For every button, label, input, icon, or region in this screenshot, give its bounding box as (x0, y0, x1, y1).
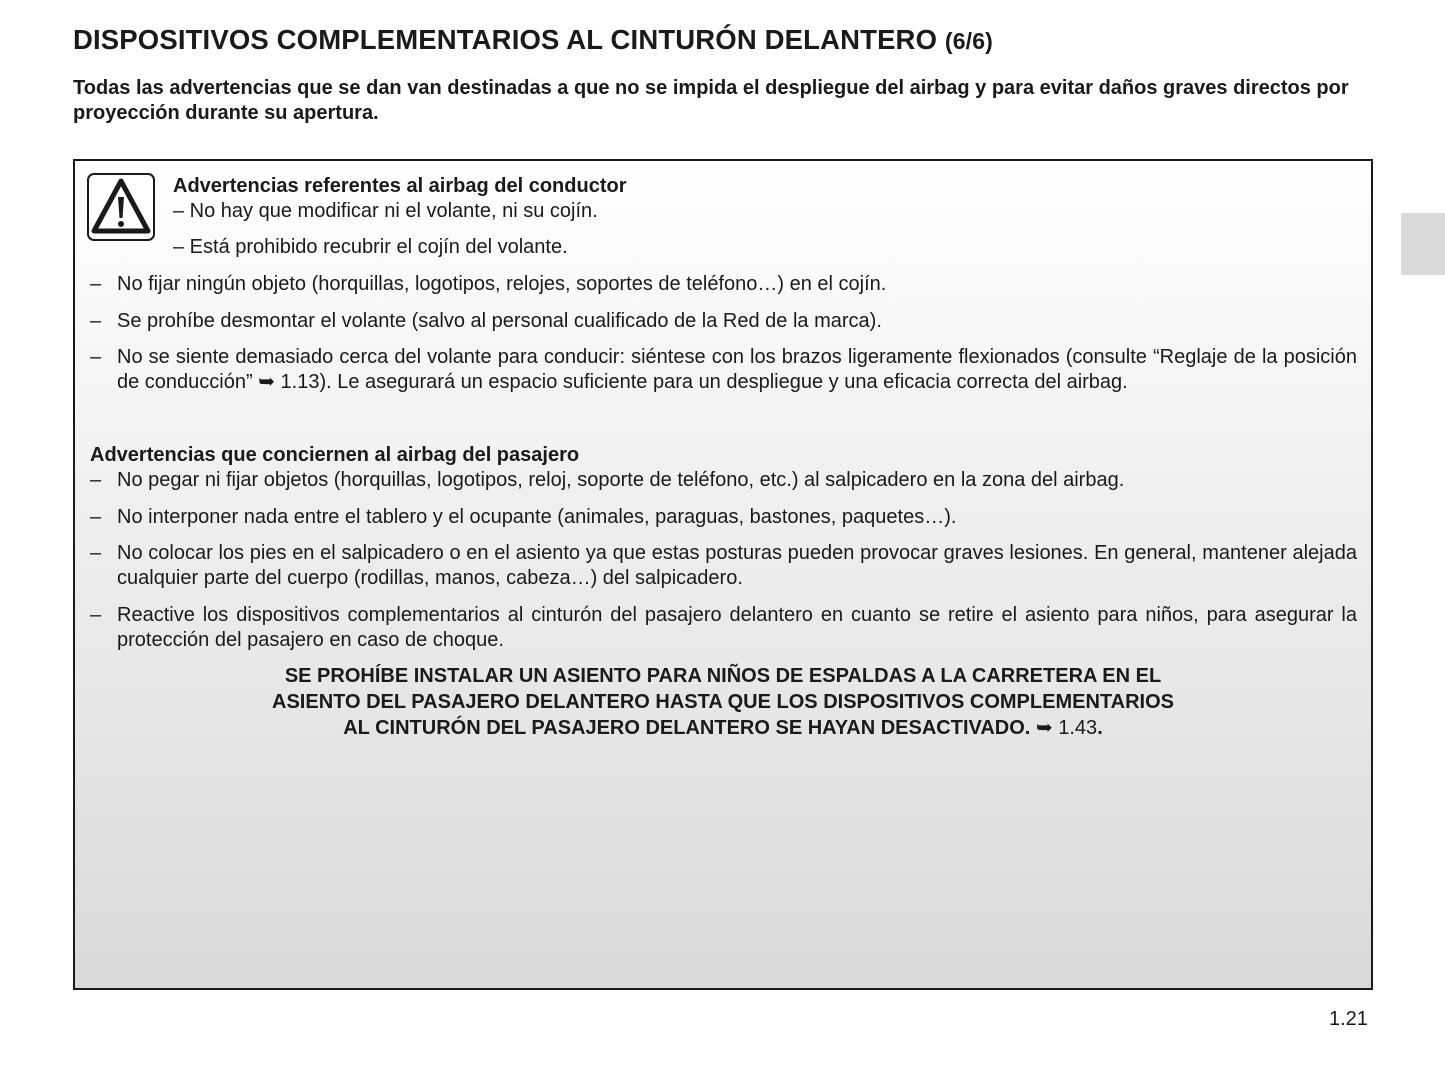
child-seat-notice (75, 663, 1371, 741)
notice-line-last (75, 715, 1371, 741)
list-item-text: No fijar ningún objeto (horquillas, logotipos, relojes, soportes de teléfono…) en el cojín. (117, 273, 887, 295)
chapter-side-tab (1401, 213, 1445, 275)
passenger-airbag-heading: Advertencias que conciernen al airbag del pasajero (90, 444, 580, 466)
list-item-text: No interponer nada entre el tablero y el ocupante (animales, paraguas, bastones, paquetes…). (117, 506, 957, 528)
notice-line-text: AL CINTURÓN DEL PASAJERO DELANTERO SE HAYAN DESACTIVADO. (343, 717, 1031, 739)
list-dash: – (90, 604, 102, 626)
driver-item-2: – Está prohibido recubrir el cojín del volante. (173, 236, 568, 258)
page-title-part: (6/6) (944, 28, 993, 54)
list-dash: – (90, 506, 102, 528)
notice-period: . (1097, 717, 1103, 739)
page-title-main: DISPOSITIVOS COMPLEMENTARIOS AL CINTURÓN DELANTERO (73, 24, 938, 55)
notice-page-reference: ➥ 1.43 (1035, 717, 1098, 739)
page-title (73, 24, 993, 56)
list-item-text: No se siente demasiado cerca del volante para conducir: siéntese con los brazos ligeramente flexionados (consulte “Reglaje de la posición de conducción” ➥ 1.13). Le asegurará un espacio suficiente para un despliegue y una eficacia correcta del airbag. (117, 346, 1357, 393)
list-dash: – (90, 310, 102, 332)
list-item-text: Se prohíbe desmontar el volante (salvo al personal cualificado de la Red de la marca). (117, 310, 882, 332)
page-number: 1.21 (1329, 1008, 1368, 1030)
list-dash: – (90, 469, 102, 491)
list-item-text: No colocar los pies en el salpicadero o en el asiento ya que estas posturas pueden provocar graves lesiones. En general, mantener alejada cualquier parte del cuerpo (rodillas, manos, cabeza…) del salpicadero. (117, 542, 1357, 589)
list-dash: – (90, 273, 102, 295)
warning-triangle-icon (87, 173, 155, 241)
list-dash: – (90, 542, 102, 564)
list-item-text: No pegar ni fijar objetos (horquillas, logotipos, reloj, soporte de teléfono, etc.) al salpicadero en la zona del airbag. (117, 469, 1125, 491)
driver-item-1: – No hay que modificar ni el volante, ni su cojín. (173, 200, 598, 222)
notice-line: SE PROHÍBE INSTALAR UN ASIENTO PARA NIÑOS DE ESPALDAS A LA CARRETERA EN EL (284, 665, 1162, 687)
warning-box (73, 159, 1373, 990)
list-item-text: Reactive los dispositivos complementarios al cinturón del pasajero delantero en cuanto se retire el asiento para niños, para asegurar la protección del pasajero en caso de choque. (117, 604, 1357, 651)
notice-line: ASIENTO DEL PASAJERO DELANTERO HASTA QUE LOS DISPOSITIVOS COMPLEMENTARIOS (272, 691, 1174, 713)
driver-airbag-heading: Advertencias referentes al airbag del conductor (173, 175, 627, 197)
intro-paragraph: Todas las advertencias que se dan van destinadas a que no se impida el despliegue del airbag y para evitar daños graves directos por proyección durante su apertura. (73, 77, 1349, 124)
list-dash: – (90, 346, 102, 368)
